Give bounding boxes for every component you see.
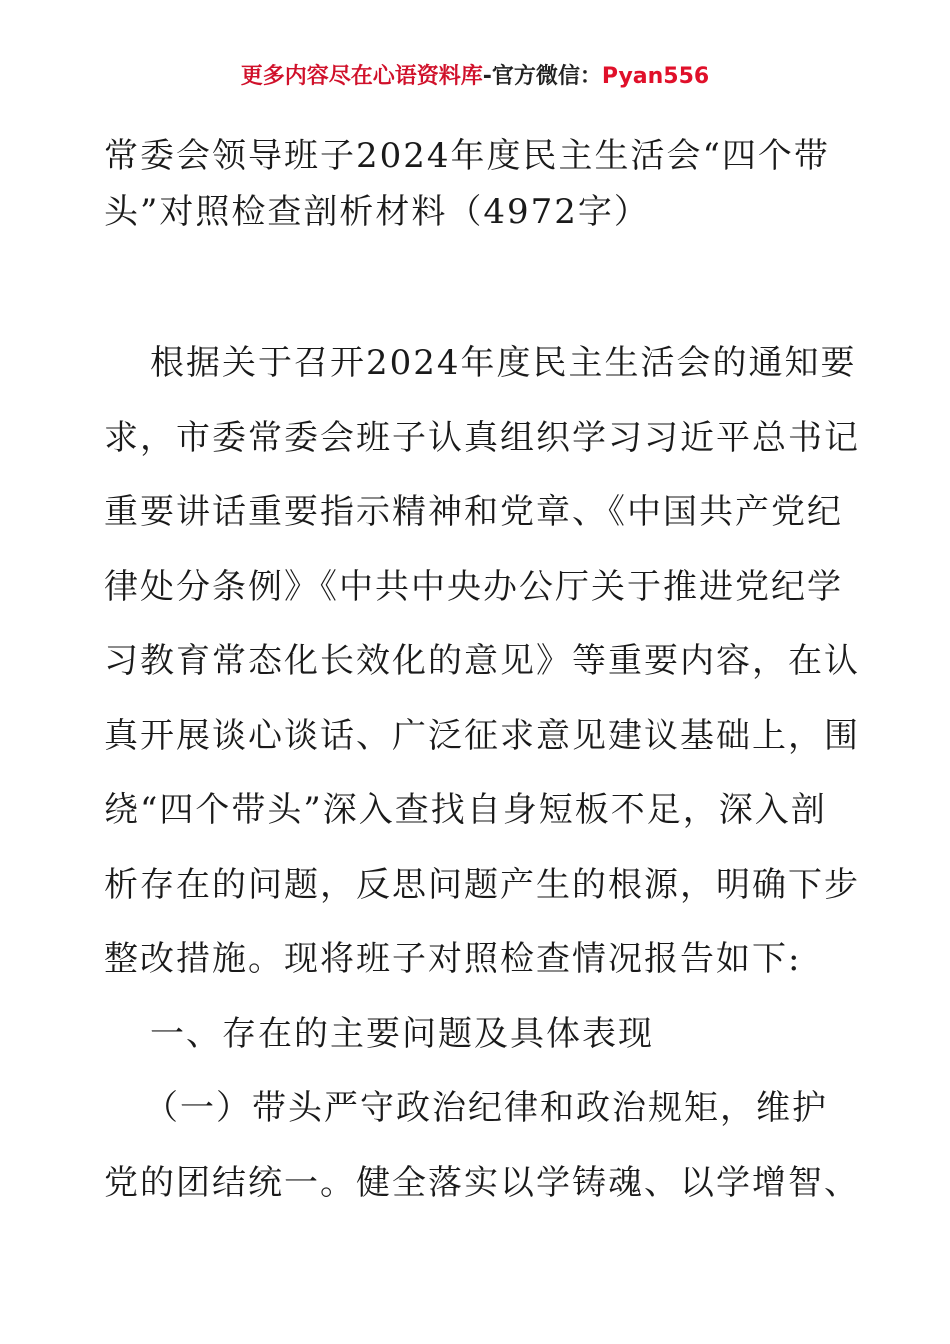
body-line-7: 绕“四个带头”深入查找自身短板不足，深入剖 xyxy=(104,790,827,830)
body-line-1: 根据关于召开2024年度民主生活会的通知要 xyxy=(150,343,857,383)
body-line-12: 党的团结统一。健全落实以学铸魂、以学增智、 xyxy=(104,1162,860,1203)
banner-source-text: 更多内容尽在心语资料库 xyxy=(240,64,483,89)
document-body xyxy=(104,326,864,1220)
document-title xyxy=(104,128,864,240)
body-line-5: 习教育常态化长效化的意见》等重要内容，在认 xyxy=(104,641,860,681)
watermark-banner xyxy=(0,62,950,92)
body-line-4: 律处分条例》《中共中央办公厅关于推进党纪学 xyxy=(104,566,843,607)
body-line-8: 析存在的问题，反思问题产生的根源，明确下步 xyxy=(104,864,860,905)
body-line-3: 重要讲话重要指示精神和党章、《中国共产党纪 xyxy=(104,492,843,532)
body-line-6: 真开展谈心谈话、广泛征求意见建议基础上，围 xyxy=(104,715,860,756)
body-line-2: 求，市委常委会班子认真组织学习习近平总书记 xyxy=(104,417,860,458)
banner-wechat-id: Pyan556 xyxy=(601,64,710,89)
title-line-1: 常委会领导班子2024年度民主生活会“四个带 xyxy=(104,136,830,176)
banner-wechat-label: -官方微信： xyxy=(482,64,602,89)
title-line-2: 头”对照检查剖析材料（4972字） xyxy=(104,192,650,232)
section-heading-1: 一、存在的主要问题及具体表现 xyxy=(150,1013,654,1054)
body-line-9: 整改措施。现将班子对照检查情况报告如下: xyxy=(104,939,802,979)
subsection-heading-1: （一）带头严守政治纪律和政治规矩，维护 xyxy=(144,1088,828,1128)
